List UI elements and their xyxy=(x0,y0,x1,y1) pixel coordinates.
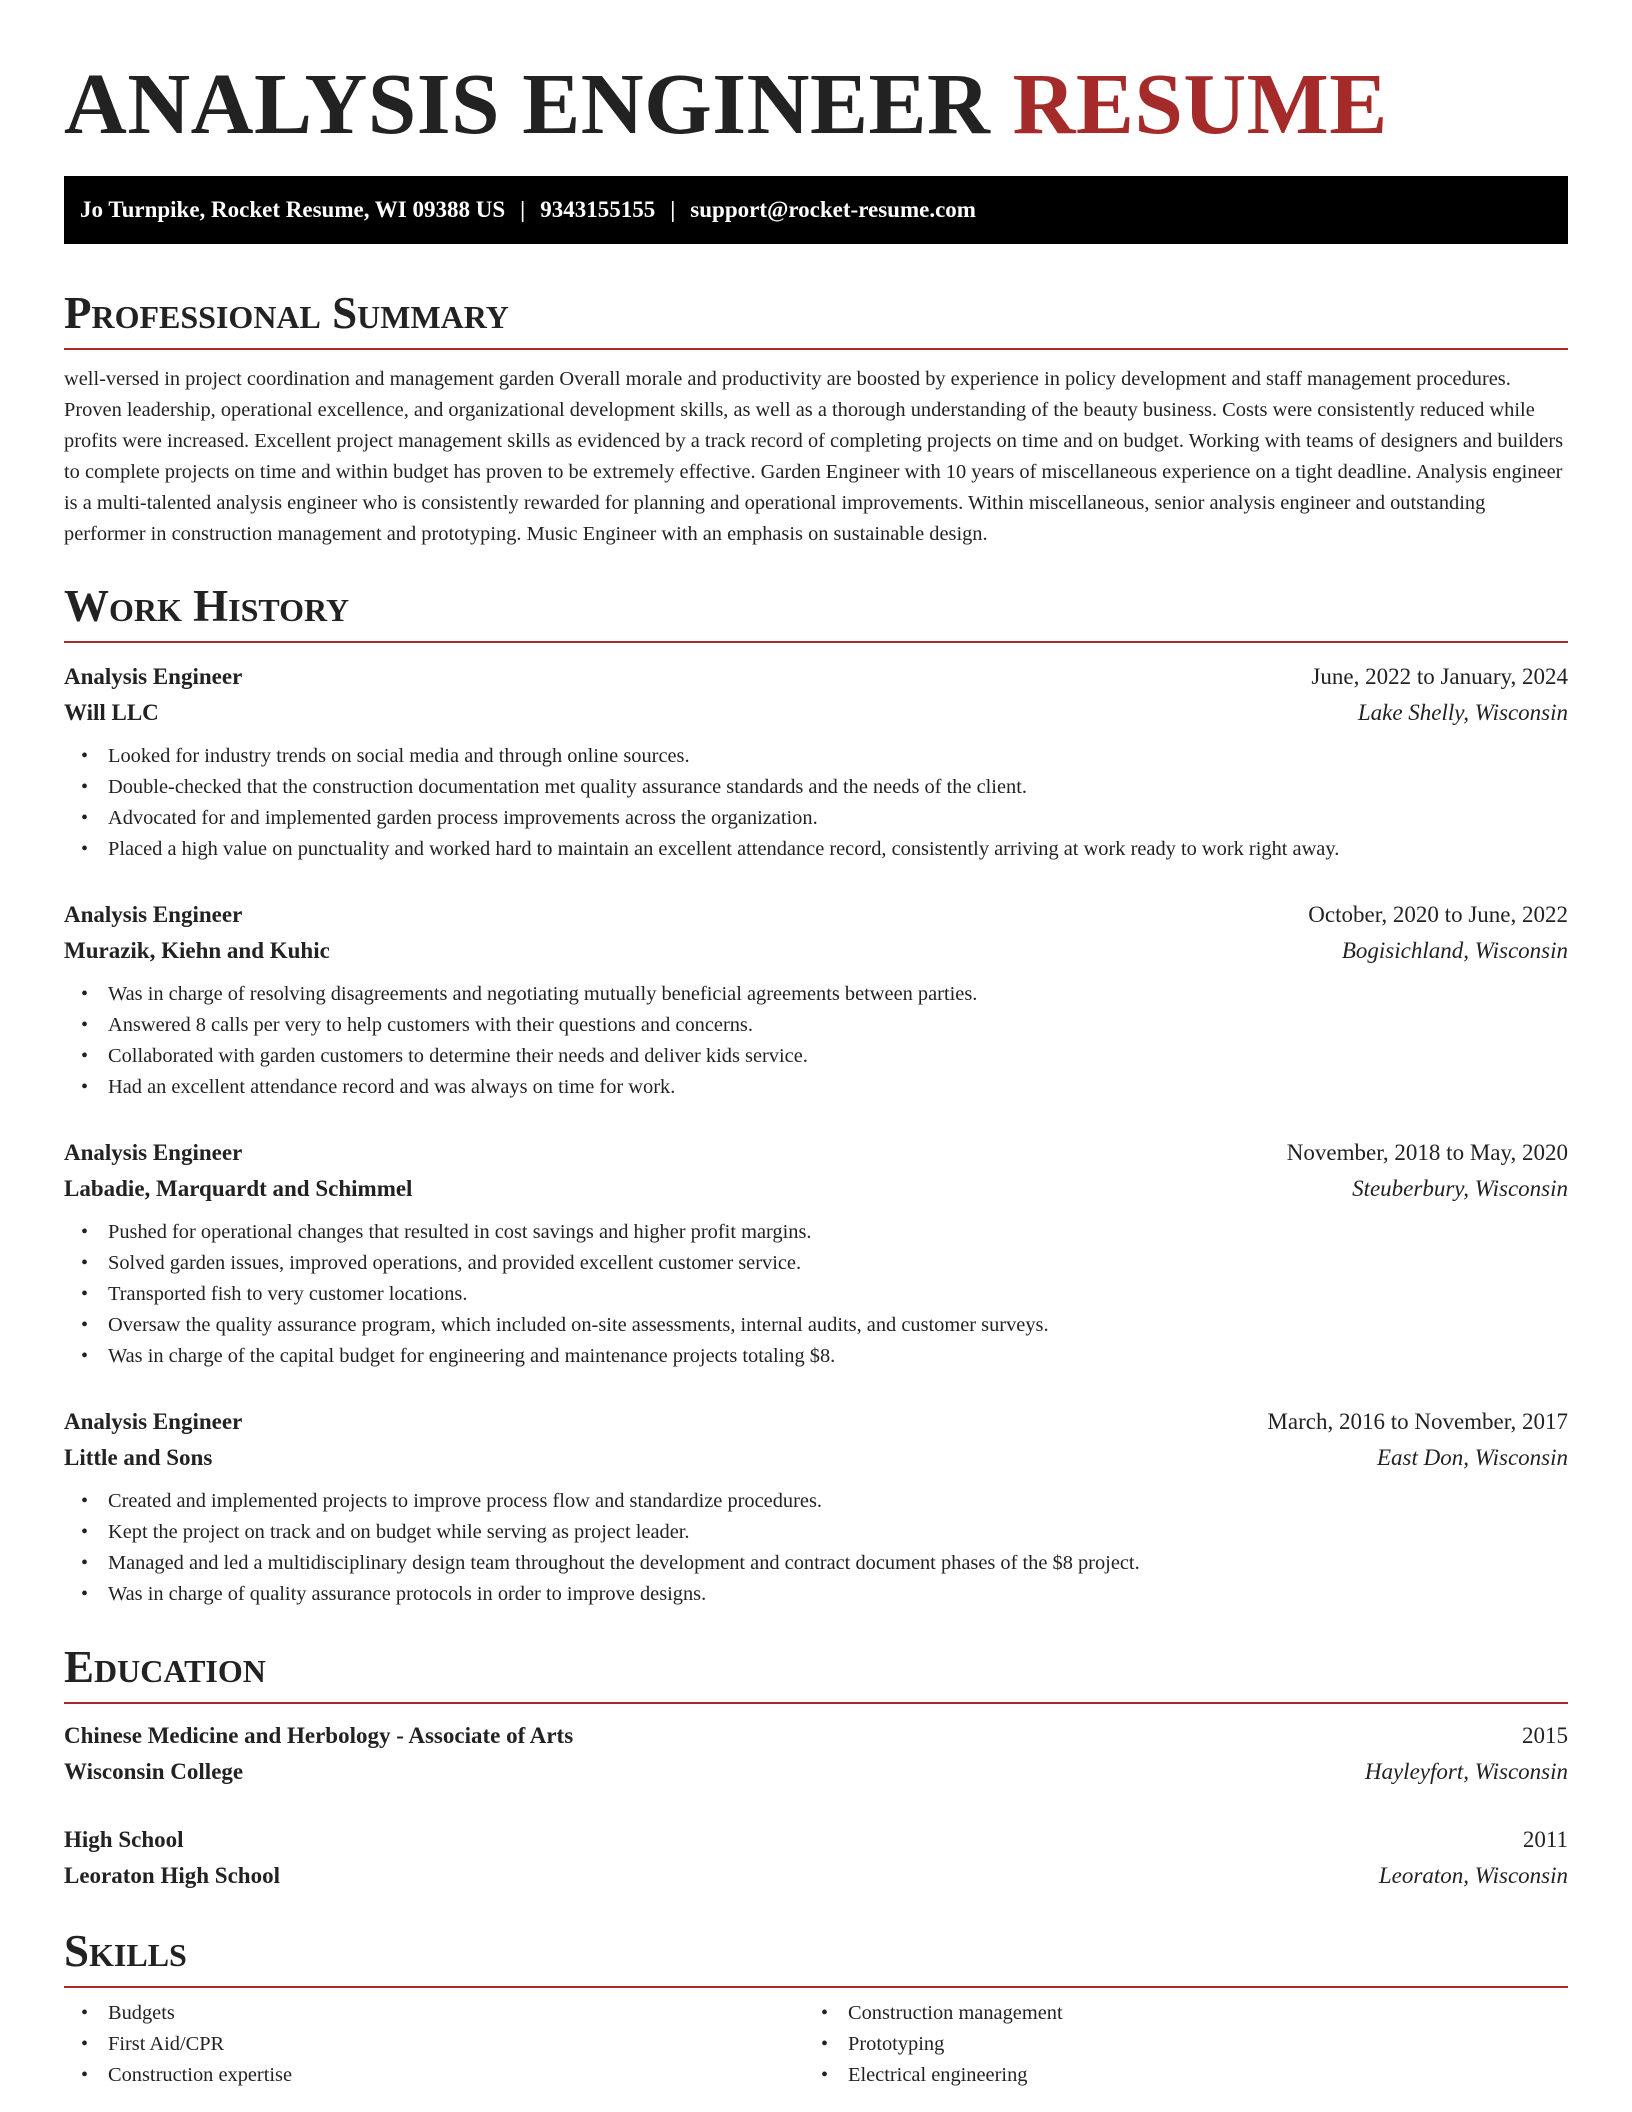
title-accent: RESUME xyxy=(1012,55,1388,152)
education-heading: Education xyxy=(64,1640,1568,1704)
list-item: • Pushed for operational changes that resulted in cost savings and higher profit margins. xyxy=(81,1221,812,1243)
list-item: • Double-checked that the construction documentation met quality assurance standards and the needs of the client. xyxy=(81,776,1027,798)
job-company: Little and Sons xyxy=(64,1445,213,1470)
contact-email[interactable]: support@rocket-resume.com xyxy=(690,197,976,222)
list-item: • Was in charge of quality assurance protocols in order to improve designs. xyxy=(81,1583,707,1605)
work-history-heading: Work History xyxy=(64,579,1568,643)
list-item: • Had an excellent attendance record and was always on time for work. xyxy=(81,1076,676,1098)
education-header-row xyxy=(64,1822,1568,1858)
education-school-row xyxy=(64,1754,1568,1790)
education-location: Hayleyfort, Wisconsin xyxy=(1364,1759,1568,1784)
skill-item: • Electrical engineering xyxy=(821,2064,1028,2086)
job-entry xyxy=(64,1135,1568,1372)
education-school: Wisconsin College xyxy=(64,1759,244,1784)
skills-columns xyxy=(64,1998,1568,2091)
education-degree: High School xyxy=(64,1827,184,1852)
education-entry xyxy=(64,1718,1568,1790)
contact-separator: | xyxy=(520,197,526,222)
job-company: Labadie, Marquardt and Schimmel xyxy=(64,1176,413,1201)
job-company-row xyxy=(64,695,1568,731)
title-main: ANALYSIS ENGINEER xyxy=(64,55,991,152)
summary-text: well-versed in project coordination and management garden Overall morale and productivity are boosted by experience in policy development and staff management procedures. Proven leadership, operational excellence, and organizational development skills, as well as a thorough understanding of the beauty business. Costs were consistently reduced while profits were increased. Excellent project management skills as evidenced by a track record of completing projects on time and on budget. Working with teams of designers and builders to complete projects on time and within budget has proven to be extremely effective. Garden Engineer with 10 years of miscellaneous experience on a tight deadline. Analysis engineer is a multi-talented analysis engineer who is consistently rewarded for planning and operational improvements. Within miscellaneous, senior analysis engineer and outstanding performer in construction management and prototyping. Music Engineer with an emphasis on sustainable design. xyxy=(64,368,1564,545)
job-company-row xyxy=(64,1440,1568,1476)
skill-item: • Construction expertise xyxy=(81,2064,293,2086)
education-location: Leoraton, Wisconsin xyxy=(1378,1863,1568,1888)
list-item: • Oversaw the quality assurance program, which included on-site assessments, internal audits, and customer surveys. xyxy=(81,1314,1049,1336)
job-dates: March, 2016 to November, 2017 xyxy=(1267,1409,1568,1434)
list-item: • Was in charge of resolving disagreements and negotiating mutually beneficial agreements between parties. xyxy=(81,983,978,1005)
job-entry xyxy=(64,1404,1568,1610)
skills-section xyxy=(64,1924,1568,2091)
list-item: • Answered 8 calls per very to help customers with their questions and concerns. xyxy=(81,1014,753,1036)
job-entry xyxy=(64,659,1568,865)
summary-section xyxy=(64,286,1568,550)
education-entry xyxy=(64,1822,1568,1894)
summary-heading: Professional Summary xyxy=(64,286,1568,350)
job-dates: October, 2020 to June, 2022 xyxy=(1308,902,1568,927)
skills-heading: Skills xyxy=(64,1924,1568,1988)
skills-list-right xyxy=(804,1998,1544,2091)
education-school-row xyxy=(64,1858,1568,1894)
job-location: Lake Shelly, Wisconsin xyxy=(1357,700,1568,725)
list-item: • Created and implemented projects to improve process flow and standardize procedures. xyxy=(81,1490,822,1512)
skill-item: • Prototyping xyxy=(821,2033,945,2055)
job-location: Steuberbury, Wisconsin xyxy=(1352,1176,1568,1201)
job-entry xyxy=(64,897,1568,1103)
job-dates: June, 2022 to January, 2024 xyxy=(1311,664,1568,689)
job-title: Analysis Engineer xyxy=(64,1409,243,1434)
list-item: • Advocated for and implemented garden process improvements across the organization. xyxy=(81,807,818,829)
job-title: Analysis Engineer xyxy=(64,664,243,689)
skills-list-left xyxy=(64,1998,804,2091)
education-header-row xyxy=(64,1718,1568,1754)
education-year: 2011 xyxy=(1522,1827,1568,1852)
list-item: • Collaborated with garden customers to determine their needs and deliver kids service. xyxy=(81,1045,808,1067)
job-title: Analysis Engineer xyxy=(64,902,243,927)
job-header-row xyxy=(64,1135,1568,1171)
education-degree: Chinese Medicine and Herbology - Associate of Arts xyxy=(64,1723,574,1748)
job-company-row xyxy=(64,1171,1568,1207)
job-bullets xyxy=(64,1217,1568,1372)
education-section xyxy=(64,1640,1568,1894)
job-bullets xyxy=(64,1486,1568,1610)
skill-item: • Budgets xyxy=(81,2002,175,2024)
contact-address: Jo Turnpike, Rocket Resume, WI 09388 US xyxy=(80,197,506,222)
resume-page xyxy=(64,0,1568,2091)
list-item: • Managed and led a multidisciplinary design team throughout the development and contract document phases of the $8 project. xyxy=(81,1552,1140,1574)
list-item: • Was in charge of the capital budget for engineering and maintenance projects totaling $8. xyxy=(81,1345,836,1367)
job-location: East Don, Wisconsin xyxy=(1376,1445,1568,1470)
job-company-row xyxy=(64,933,1568,969)
job-header-row xyxy=(64,1404,1568,1440)
job-bullets xyxy=(64,979,1568,1103)
list-item: • Solved garden issues, improved operations, and provided excellent customer service. xyxy=(81,1252,802,1274)
skill-item: • First Aid/CPR xyxy=(81,2033,225,2055)
resume-title xyxy=(64,0,1568,154)
job-dates: November, 2018 to May, 2020 xyxy=(1286,1140,1568,1165)
job-company: Will LLC xyxy=(64,700,159,725)
job-bullets xyxy=(64,741,1568,865)
list-item: • Kept the project on track and on budget while serving as project leader. xyxy=(81,1521,690,1543)
contact-separator: | xyxy=(670,197,676,222)
contact-phone[interactable]: 9343155155 xyxy=(540,197,656,222)
job-title: Analysis Engineer xyxy=(64,1140,243,1165)
job-location: Bogisichland, Wisconsin xyxy=(1341,938,1568,963)
work-history-section xyxy=(64,579,1568,1610)
job-header-row xyxy=(64,897,1568,933)
education-year: 2015 xyxy=(1522,1723,1568,1748)
list-item: • Placed a high value on punctuality and worked hard to maintain an excellent attendance record, consistently arriving at work ready to work right away. xyxy=(81,838,1340,860)
education-school: Leoraton High School xyxy=(64,1863,280,1888)
list-item: • Transported fish to very customer locations. xyxy=(81,1283,468,1305)
job-header-row xyxy=(64,659,1568,695)
job-company: Murazik, Kiehn and Kuhic xyxy=(64,938,330,963)
contact-bar xyxy=(64,176,1568,244)
skill-item: • Construction management xyxy=(821,2002,1063,2024)
list-item: • Looked for industry trends on social media and through online sources. xyxy=(81,745,690,767)
